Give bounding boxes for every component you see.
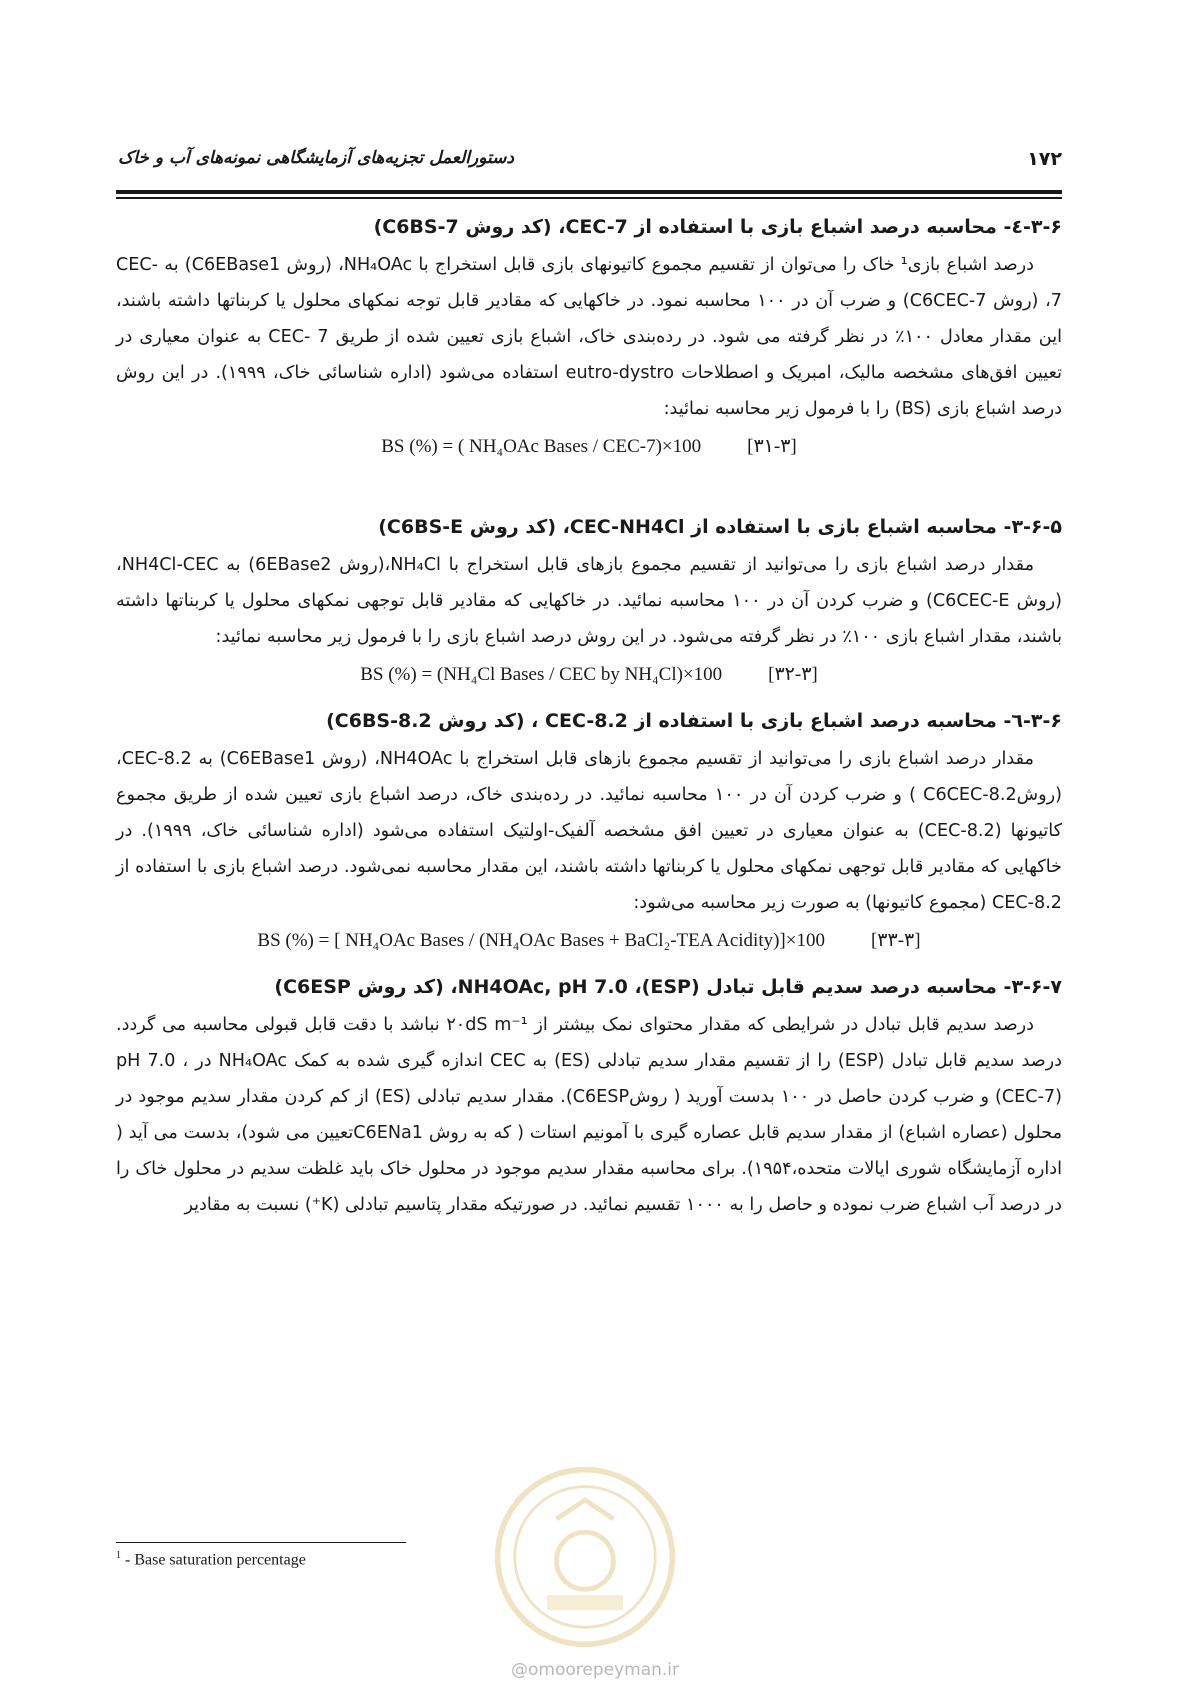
formula [116, 921, 1062, 961]
section-paragraph: مقدار درصد اشباع بازی را می‌توانید از تقسیم مجموع بازهای قابل استخراج با NH4OAc، (روش C6EBase1) به CEC-8.2، (روشC6CEC-8.2 ) و ضرب کردن آن در ۱۰۰ محاسبه نمائید. در رده‌بندی خاک، درصد اشباع بازی تعیین شده از طریق مجموع کاتیونها (CEC-8.2) به عنوان معیاری در تعیین افق مشخصه آلفیک-اولتیک استفاده می‌شود (اداره شناسائی خاک، ۱۹۹۹). در خاکهایی که مقادیر قابل توجهی نمکهای محلول یا کربناتها داشته باشند، این مقدار محاسبه نمی‌شود. درصد اشباع بازی با استفاده از CEC-8.2 (مجموع کاتیونها) به صورت زیر محاسبه می‌شود: [116, 749, 1063, 913]
page-header [118, 148, 1062, 174]
section-paragraph: درصد اشباع بازی¹ خاک را می‌توان از تقسیم مجموع کاتیونهای بازی قابل استخراج با NH₄OAc، (روش C6EBase1) به CEC-7، (روش C6CEC-7) و ضرب آن در ۱۰۰ محاسبه نمود. در خاکهایی که مقادیر قابل توجه نمکهای محلول یا کربناتها داشته باشند، این مقدار معادل ۱۰۰٪ در نظر گرفته می شود. در رده‌بندی خاک، اشباع بازی تعیین شده از طریق CEC- 7 به عنوان معیاری در تعیین افق‌های مشخصه مالیک، امبریک و اصطلاحات eutro-dystro استفاده می‌شود (اداره شناسائی خاک، ۱۹۹۹). در این روش درصد اشباع بازی (BS) را با فرمول زیر محاسبه نمائید: [116, 255, 1062, 419]
formula [116, 427, 1062, 467]
section-base-saturation-cec7 [116, 207, 1062, 467]
section-paragraph: مقدار درصد اشباع بازی را می‌توانید از تقسیم مجموع بازهای قابل استخراج با NH₄Cl،(روش 6EBase2) به NH4Cl-CEC، (روش C6CEC-E) و ضرب کردن آن در ۱۰۰ محاسبه نمائید. در خاکهایی که مقادیر قابل توجهی نمکهای محلول یا کربناتها داشته باشند، مقدار اشباع بازی ۱۰۰٪ در نظر گرفته می‌شود. در این روش درصد اشباع بازی را با فرمول زیر محاسبه نمائید: [116, 555, 1062, 647]
section-base-saturation-cec82 [116, 701, 1062, 961]
formula-number: [۳۲-۳] [768, 664, 818, 685]
footnote-text: - Base saturation percentage [125, 1551, 306, 1569]
watermark-seal-icon [490, 1462, 680, 1652]
main-content [116, 207, 1062, 1223]
header-rule-thick [116, 190, 1062, 194]
footnote [116, 1550, 306, 1569]
formula-number: [۳۱-۳] [747, 436, 797, 457]
formula-number: [۳۳-۳] [870, 930, 921, 951]
watermark-text: @omoorepeyman.ir [510, 1660, 680, 1680]
formula-expression: BS (%) = [ NH₄OAc Bases / (NH₄OAc Bases + BaCl₂-TEA Acidity)]×100 [257, 930, 825, 951]
section-heading: ۳-۶-٦- محاسبه درصد اشباع بازی با استفاده از CEC-8.2 ، (کد روش C6BS-8.2) [326, 710, 1062, 732]
spacer [116, 467, 1062, 507]
formula-expression: BS (%) = ( NH₄OAc Bases / CEC-7)×100 [381, 436, 702, 457]
section-base-saturation-nh4cl [116, 507, 1062, 695]
footnote-rule [116, 1542, 406, 1543]
section-heading: ۳-۶-۵- محاسبه اشباع بازی با استفاده از CEC-NH4Cl، (کد روش C6BS-E) [378, 516, 1062, 538]
running-title: دستورالعمل تجزیه‌های آزمایشگاهی نمونه‌های آب و خاک [118, 148, 514, 168]
header-rule-thin [116, 197, 1062, 199]
formula-expression: BS (%) = (NH₄Cl Bases / CEC by NH₄Cl)×100 [360, 664, 723, 685]
section-paragraph: درصد سدیم قابل تبادل در شرایطی که مقدار محتوای نمک بیشتر از ۲۰dS m⁻¹ نباشد با دقت قابل قبولی محاسبه می گردد. درصد سدیم قابل تبادل (ESP) را از تقسیم مقدار سدیم تبادلی (ES) به CEC اندازه گیری شده به کمک NH₄OAc در pH 7.0 ، (CEC-7) و ضرب کردن حاصل در ۱۰۰ بدست آورید ( روشC6ESP). مقدار سدیم تبادلی (ES) از کم کردن مقدار سدیم موجود در محلول (عصاره اشباع) از مقدار سدیم قابل عصاره گیری با آمونیم استات ( که به روش C6ENa1تعیین می شود)، بدست می آید ( اداره آزمایشگاه شوری ایالات متحده،۱۹۵۴). برای محاسبه مقدار سدیم موجود در محلول خاک باید غلظت سدیم در محلول خاک را در درصد آب اشباع ضرب نموده و حاصل را به ۱۰۰۰ تقسیم نمائید. در صورتیکه مقدار پتاسیم تبادلی (K⁺) نسبت به مقادیر [116, 1015, 1062, 1215]
footnote-marker: 1 [116, 1550, 121, 1561]
section-heading: ۳-۶-۷- محاسبه درصد سدیم قابل تبادل (ESP)، NH4OAc, pH 7.0، (کد روش C6ESP) [274, 976, 1062, 998]
section-exchangeable-sodium [116, 967, 1062, 1223]
formula [116, 655, 1062, 695]
section-heading: ۳-۶-٤- محاسبه درصد اشباع بازی با استفاده از CEC-7، (کد روش C6BS-7) [373, 216, 1062, 238]
page-number: ۱۷۲ [1027, 148, 1062, 170]
